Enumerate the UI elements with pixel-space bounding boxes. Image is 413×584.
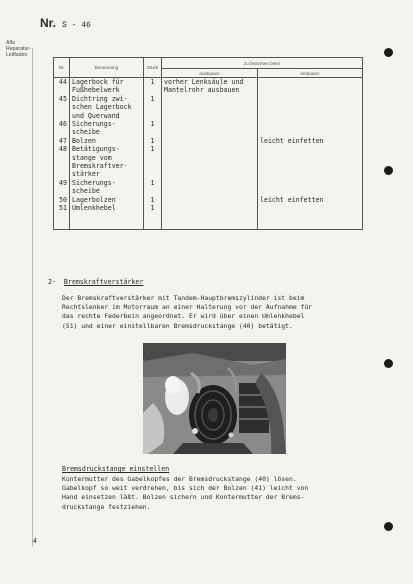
install-note (258, 120, 363, 137)
install-note (258, 204, 363, 212)
removal-note (162, 196, 258, 204)
table-row (54, 137, 363, 145)
part-number: 44 (54, 78, 70, 95)
table-row (54, 78, 363, 95)
table-row (54, 213, 363, 230)
part-quantity: 1 (144, 120, 162, 137)
punch-hole-icon (384, 48, 393, 57)
install-note (258, 145, 363, 179)
col-header-removal: ausbauen (162, 69, 258, 78)
side-label-line3: Leitfaden (6, 52, 28, 59)
side-label (6, 40, 31, 59)
col-header-group: zu beachten beim (162, 58, 363, 69)
removal-note (162, 179, 258, 196)
punch-hole-icon (384, 359, 393, 368)
header-number (40, 16, 91, 30)
punch-hole-icon (384, 522, 393, 531)
part-name (70, 213, 144, 230)
subsection-paragraph: Kontermutter des Gabelkopfes der Bremsdruckstange (40) lösen. Gabelkopf so weit verdrehen, bis sich der Bolzen (41) leicht von Hand einsetzen läßt. Bolzen sichern und Kontermutter der Brems- druckstange festziehen. (62, 475, 309, 511)
table-row (54, 204, 363, 212)
subsection-title: Bremsdruckstange einstellen (62, 465, 170, 473)
part-name: Dichtring zwi- schen Lagerbock und Querwand (70, 95, 144, 120)
install-note (258, 213, 363, 230)
part-quantity: 1 (144, 145, 162, 179)
col-header-name: Benennung (70, 58, 144, 78)
page-code: S - 46 (62, 21, 91, 30)
part-number: 47 (54, 137, 70, 145)
nr-label: Nr. (40, 16, 57, 30)
part-quantity: 1 (144, 179, 162, 196)
part-name: Betätigungs- stange vom Bremskraftver- stärker (70, 145, 144, 179)
part-number: 48 (54, 145, 70, 179)
part-number (54, 213, 70, 230)
removal-note (162, 204, 258, 212)
part-name: Bolzen (70, 137, 144, 145)
side-label-line1: Alfa (6, 40, 15, 46)
table-row (54, 179, 363, 196)
part-quantity: 1 (144, 137, 162, 145)
part-name: Lagerbock für Fußhebelwerk (70, 78, 144, 95)
part-number: 46 (54, 120, 70, 137)
table-row (54, 196, 363, 204)
margin-line (32, 48, 33, 546)
punch-hole-icon (384, 166, 393, 175)
part-number: 49 (54, 179, 70, 196)
part-quantity: 1 (144, 78, 162, 95)
part-name: Sicherungs- scheibe (70, 120, 144, 137)
section-title (48, 278, 143, 286)
col-header-qty: Stück (144, 58, 162, 78)
removal-note (162, 95, 258, 120)
col-header-install: einbauen (258, 69, 363, 78)
col-header-nr: Nr. (54, 58, 70, 78)
part-name: Lagerbolzen (70, 196, 144, 204)
part-quantity: 1 (144, 95, 162, 120)
removal-note (162, 120, 258, 137)
install-note (258, 179, 363, 196)
part-number: 51 (54, 204, 70, 212)
brake-booster-photo (143, 343, 286, 454)
part-name: Sicherungs- scheibe (70, 179, 144, 196)
install-note: leicht einfetten (258, 137, 363, 145)
part-number: 45 (54, 95, 70, 120)
part-number: 50 (54, 196, 70, 204)
removal-note (162, 213, 258, 230)
removal-note (162, 137, 258, 145)
table-row (54, 95, 363, 120)
install-note (258, 78, 363, 95)
part-quantity: 1 (144, 196, 162, 204)
install-note: leicht einfetten (258, 196, 363, 204)
section-paragraph: Der Bremskraftverstärker mit Tandem-Hauptbremszylinder ist beim Rechtslenker im Motorraum an einer Halterung vor der Aufnahme für das rechte Federbein angeordnet. Er wird über einen Umlenkhebel (51) und einer einstellbaren Bremsdruckstange (40) betätigt. (62, 294, 313, 330)
page-number: 4 (33, 538, 37, 545)
part-quantity: 1 (144, 204, 162, 212)
side-label-line2: Reparatur- (6, 46, 31, 53)
table-row (54, 145, 363, 179)
section-title-text: Bremskraftverstärker (63, 278, 144, 286)
table-row (54, 120, 363, 137)
install-note (258, 95, 363, 120)
parts-table (53, 57, 363, 230)
removal-note: vorher Lenksäule und Mantelrohr ausbauen (162, 78, 258, 95)
section-number: 2- (48, 278, 56, 286)
part-quantity (144, 213, 162, 230)
part-name: Umlenkhebel (70, 204, 144, 212)
removal-note (162, 145, 258, 179)
